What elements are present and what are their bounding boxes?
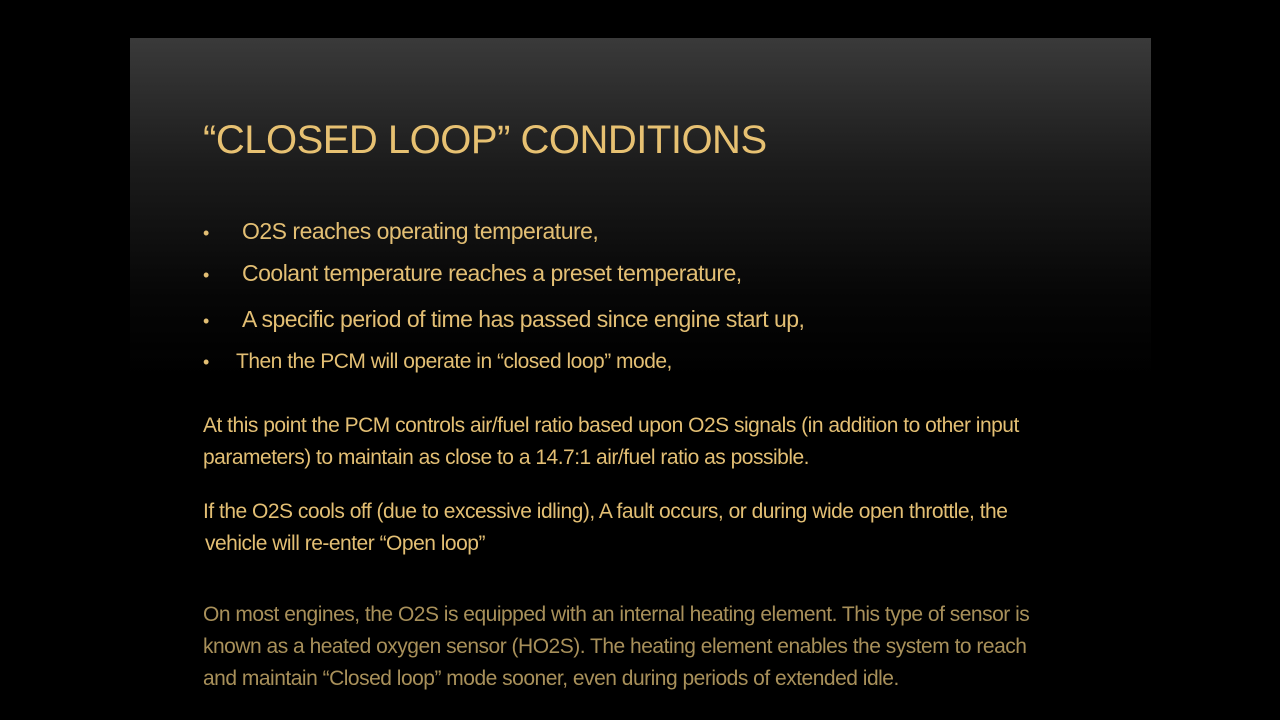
paragraph-heated-sensor [203, 599, 1029, 695]
bottom-fade [130, 690, 1151, 720]
paragraph-line: and maintain “Closed loop” mode sooner, even during periods of extended idle. [203, 667, 899, 690]
paragraph-closed-loop-control [203, 410, 1019, 474]
paragraph-line: On most engines, the O2S is equipped with an internal heating element. This type of sensor is [203, 603, 1030, 626]
slide-title: “CLOSED LOOP” CONDITIONS [203, 118, 767, 162]
slide [130, 38, 1151, 720]
bullet-marker: • [203, 265, 209, 285]
bullet-text: Coolant temperature reaches a preset temperature, [242, 260, 742, 286]
paragraph-line: parameters) to maintain as close to a 14.7:1 air/fuel ratio as possible. [203, 446, 809, 469]
paragraph-open-loop-reentry [203, 496, 1007, 560]
paragraph-line: vehicle will re-enter “Open loop” [205, 532, 485, 555]
bullet-marker: • [203, 311, 209, 331]
paragraph-line: At this point the PCM controls air/fuel ratio based upon O2S signals (in addition to other input [203, 414, 1019, 437]
paragraph-line: If the O2S cools off (due to excessive idling), A fault occurs, or during wide open throttle, the [203, 500, 1008, 523]
bullet-item-3 [203, 306, 804, 333]
bullet-item-1 [203, 218, 598, 245]
bullet-text: Then the PCM will operate in “closed loop” mode, [236, 350, 672, 373]
bullet-marker: • [203, 352, 209, 372]
bullet-item-4 [203, 350, 672, 374]
paragraph-line: known as a heated oxygen sensor (HO2S). The heating element enables the system to reach [203, 635, 1027, 658]
bullet-text: O2S reaches operating temperature, [242, 218, 599, 244]
bullet-item-2 [203, 260, 742, 287]
bullet-text: A specific period of time has passed since engine start up, [242, 306, 805, 332]
bullet-marker: • [203, 223, 209, 243]
